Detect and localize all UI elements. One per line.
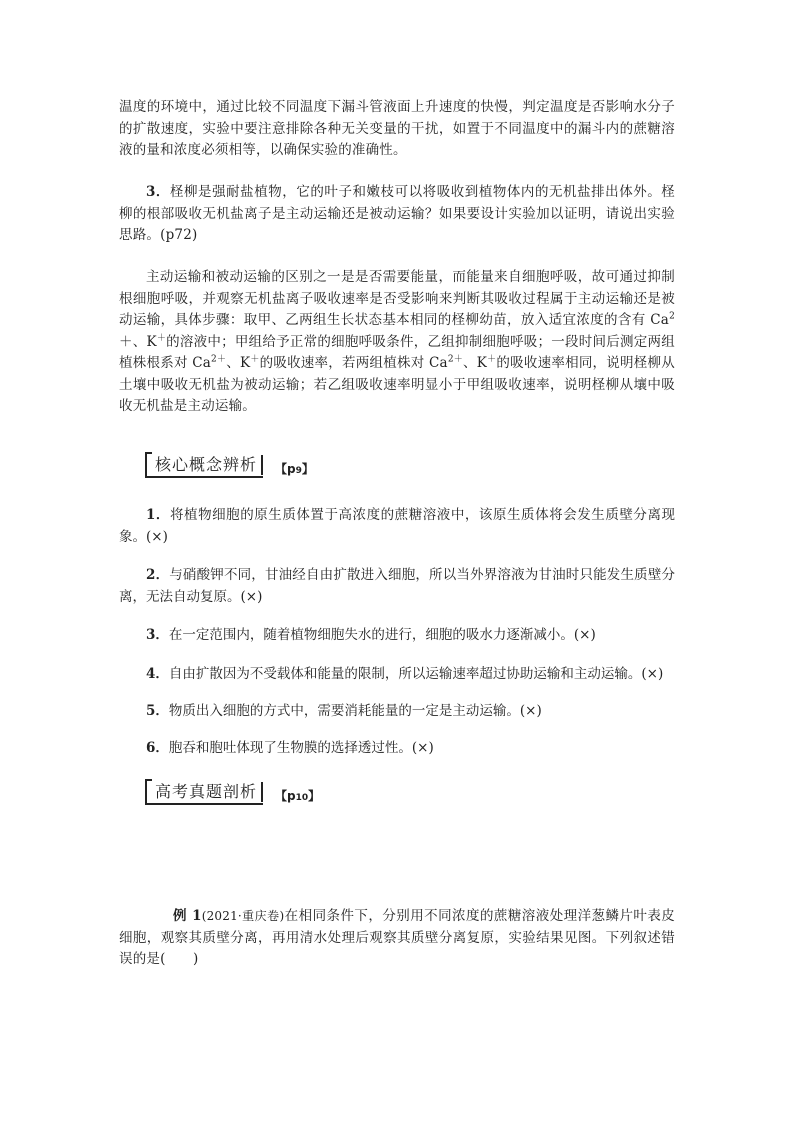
section-heading-exam-analysis	[145, 779, 320, 805]
section-title: 核心概念辨析	[145, 452, 263, 478]
example-source: (2021·重庆卷)	[201, 909, 285, 923]
page-reference: 【p9】	[275, 462, 314, 476]
list-item: 4．自由扩散因为不受载体和能量的限制，所以运输速率超过协助运输和主动运输。(×)	[146, 666, 664, 682]
question-3-text: 柽柳是强耐盐植物，它的叶子和嫩枝可以将吸收到植物体内的无机盐排出体外。柽柳的根部吸收无机盐离子是主动运输还是被动运输？如果要设计实验加以证明，请说出实验思路。(p72)	[119, 184, 676, 243]
intro-paragraph: 温度的环境中，通过比较不同温度下漏斗管液面上升速度的快慢，判定温度是否影响水分子的扩散速度，实验中要注意排除各种无关变量的干扰，如置于不同温度中的漏斗内的蔗糖溶液的量和浓度必须相等，以确保实验的准确性。	[119, 99, 675, 158]
example-1	[119, 906, 675, 971]
example-label: 例 1	[173, 908, 202, 924]
question-3	[119, 182, 675, 247]
section-title: 高考真题剖析	[145, 779, 263, 805]
section-heading-core-concepts	[145, 452, 314, 478]
list-item: 5．物质出入细胞的方式中，需要消耗能量的一定是主动运输。(×)	[146, 703, 542, 719]
list-item: 2．与硝酸钾不同，甘油经自由扩散进入细胞，所以当外界溶液为甘油时只能发生质壁分离，无法自动复原。(×)	[119, 567, 675, 605]
answer-3: 主动运输和被动运输的区别之一是是否需要能量，而能量来自细胞呼吸，故可通过抑制根细胞呼吸，并观察无机盐离子吸收速率是否受影响来判断其吸收过程属于主动运输还是被动运输，具体步骤：取甲、乙两组生长状态基本相同的柽柳幼苗，放入适宜浓度的含有 $Ca^2+$、K＋的溶液中；甲组给予正常的细胞呼吸条件，乙组抑制细胞呼吸；一段时间后测定两组植株根系对 $Ca^{2+}$、K＋的吸收速率，若两组植株对 $Ca^{2+}$、K＋的吸收速率相同，说明柽柳从土壤中吸收无机盐为被动运输；若乙组吸收速率明显小于甲组吸收速率，说明柽柳从壤中吸收无机盐是主动运输。	[119, 269, 675, 414]
list-item: 6．胞吞和胞吐体现了生物膜的选择透过性。(×)	[146, 740, 434, 756]
page-reference: 【p10】	[275, 789, 321, 803]
question-3-number: 3．	[146, 184, 170, 200]
example-text: 在相同条件下，分别用不同浓度的蔗糖溶液处理洋葱鳞片叶表皮细胞，观察其质壁分离，再用清水处理后观察其质壁分离复原，实验结果见图。下列叙述错误的是( )	[119, 908, 675, 967]
list-item: 1．将植物细胞的原生质体置于高浓度的蔗糖溶液中，该原生质体将会发生质壁分离现象。(×)	[119, 507, 675, 545]
list-item: 3．在一定范围内，随着植物细胞失水的进行，细胞的吸水力逐渐减小。(×)	[146, 627, 596, 643]
